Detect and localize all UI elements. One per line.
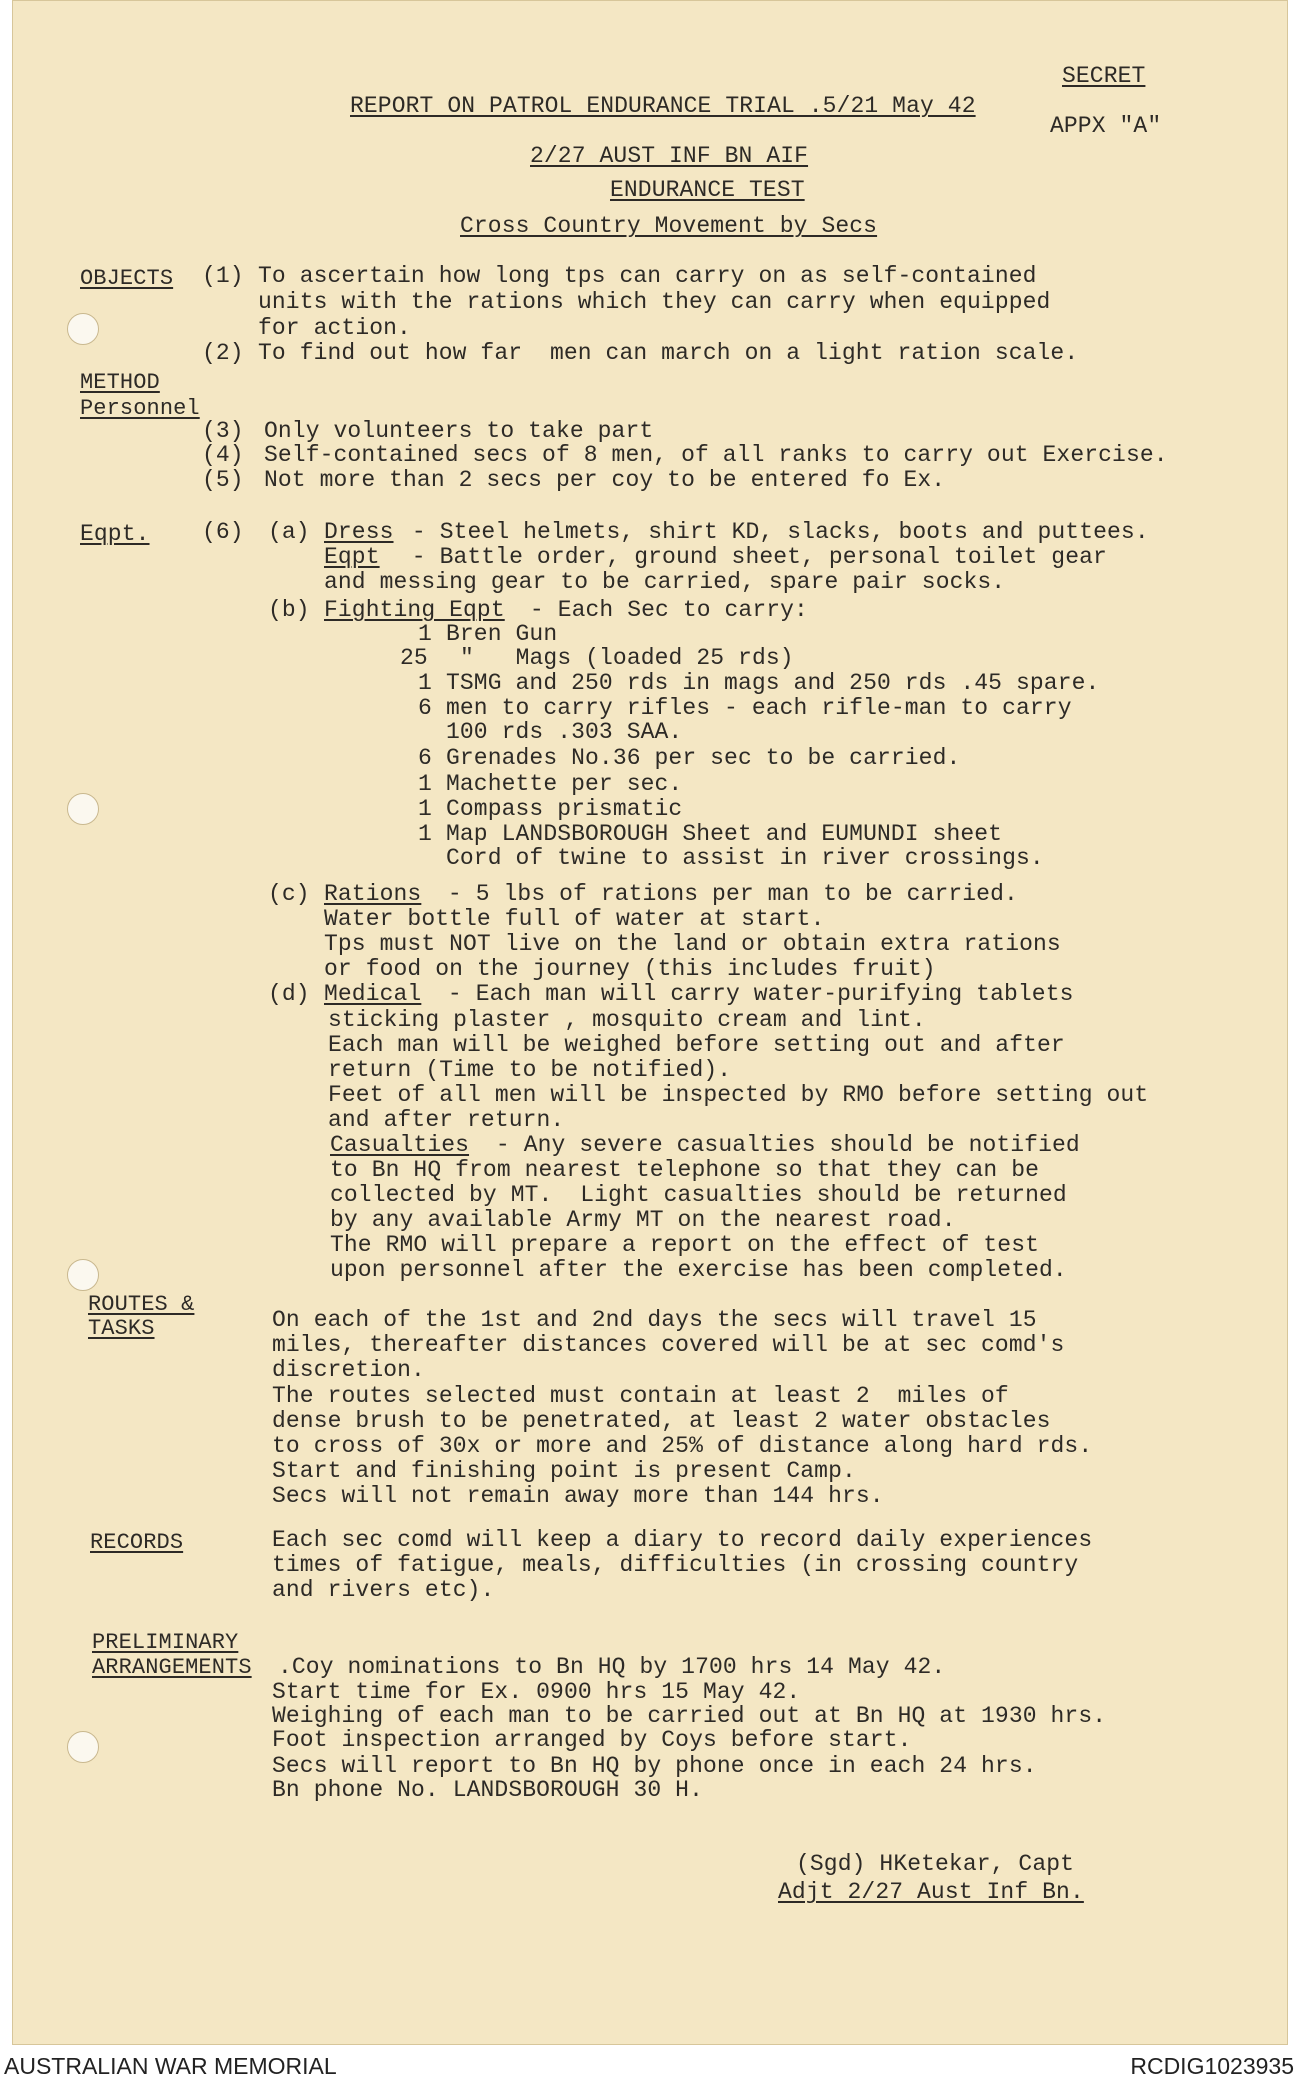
- item-description: Grenades No.36 per sec to be carried.: [446, 745, 961, 771]
- method-label: METHOD: [80, 370, 160, 395]
- subsection-marker: (a): [268, 519, 310, 545]
- records-line: and rivers etc).: [272, 1577, 495, 1603]
- eqpt-text: - Battle order, ground sheet, personal toilet gear: [384, 544, 1107, 570]
- method-number: (4): [202, 442, 244, 468]
- signature-name: (Sgd) HKetekar, Capt: [796, 1851, 1075, 1877]
- test-subtitle: ENDURANCE TEST: [610, 177, 805, 203]
- rations-line: or food on the journey (this includes fruit): [324, 956, 936, 982]
- subsection-marker: (d): [268, 981, 310, 1007]
- preliminary-line: Start time for Ex. 0900 hrs 15 May 42.: [272, 1679, 801, 1705]
- routes-line: The routes selected must contain at least 2 miles of: [272, 1383, 1009, 1409]
- routes-line: Start and finishing point is present Camp.: [272, 1458, 856, 1484]
- medical-text: - Each man will carry water-purifying tablets: [434, 981, 1074, 1007]
- item-description: Compass prismatic: [446, 796, 683, 822]
- records-line: Each sec comd will keep a diary to record daily experiences: [272, 1527, 1093, 1553]
- casualties-line: by any available Army MT on the nearest road.: [330, 1207, 956, 1233]
- routes-line: miles, thereafter distances covered will be at sec comd's: [272, 1332, 1065, 1358]
- item-quantity: 6: [418, 695, 432, 721]
- medical-line: return (Time to be notified).: [328, 1057, 732, 1083]
- preliminary-line: .Coy nominations to Bn HQ by 1700 hrs 14 May 42.: [278, 1654, 946, 1680]
- unit-name: 2/27 AUST INF BN AIF: [530, 143, 809, 169]
- rations-line: Tps must NOT live on the land or obtain extra rations: [324, 931, 1061, 957]
- item-description: Map LANDSBOROUGH Sheet and EUMUNDI sheet: [446, 821, 1003, 847]
- item-description: TSMG and 250 rds in mags and 250 rds .45 spare.: [446, 670, 1100, 696]
- punch-hole: [67, 1259, 99, 1291]
- appendix-label: APPX "A": [1050, 113, 1162, 139]
- item-description: Bren Gun: [446, 621, 558, 647]
- item-quantity: 1: [418, 771, 432, 797]
- medical-line: Each man will be weighed before setting out and after: [328, 1032, 1065, 1058]
- medical-line: and after return.: [328, 1107, 565, 1133]
- routes-line: Secs will not remain away more than 144 hrs.: [272, 1483, 884, 1509]
- subject-line: Cross Country Movement by Secs: [460, 213, 878, 239]
- personnel-label: Personnel: [80, 396, 200, 421]
- preliminary-line: Foot inspection arranged by Coys before start.: [272, 1727, 912, 1753]
- subsection-marker: (c): [268, 881, 310, 907]
- casualties-line: to Bn HQ from nearest telephone so that they can be: [330, 1157, 1040, 1183]
- medical-line: sticking plaster , mosquito cream and lint.: [328, 1007, 926, 1033]
- equipment-number: (6): [202, 519, 244, 545]
- preliminary-line: Secs will report to Bn HQ by phone once in each 24 hrs.: [272, 1753, 1037, 1779]
- object-number: (2): [202, 340, 244, 366]
- item-description: 100 rds .303 SAA.: [446, 719, 683, 745]
- casualties-text: - Any severe casualties should be notified: [482, 1132, 1080, 1158]
- medical-label: Medical: [324, 981, 422, 1007]
- item-quantity: 1: [418, 821, 432, 847]
- rations-text: - 5 lbs of rations per man to be carried.: [434, 881, 1018, 907]
- equipment-label: Eqpt.: [80, 521, 150, 547]
- item-description: " Mags (loaded 25 rds): [460, 645, 794, 671]
- eqpt-label: Eqpt: [324, 544, 380, 570]
- casualties-label: Casualties: [330, 1132, 470, 1158]
- item-description: men to carry rifles - each rifle-man to carry: [446, 695, 1072, 721]
- item-quantity: 1: [418, 670, 432, 696]
- object-text-line: for action.: [258, 315, 411, 341]
- dress-label: Dress: [324, 519, 394, 545]
- punch-hole: [67, 1731, 99, 1763]
- routes-line: dense brush to be penetrated, at least 2 water obstacles: [272, 1408, 1051, 1434]
- preliminary-line: Weighing of each man to be carried out at Bn HQ at 1930 hrs.: [272, 1703, 1107, 1729]
- fighting-eqpt-label: Fighting Eqpt: [324, 597, 505, 623]
- records-line: times of fatigue, meals, difficulties (in crossing country: [272, 1552, 1079, 1578]
- method-item: Not more than 2 secs per coy to be entered fo Ex.: [264, 467, 946, 493]
- casualties-line: upon personnel after the exercise has been completed.: [330, 1257, 1067, 1283]
- item-quantity: 6: [418, 745, 432, 771]
- punch-hole: [67, 313, 99, 345]
- tasks-label: TASKS: [88, 1316, 155, 1341]
- object-text-line: To find out how far men can march on a light ration scale.: [258, 340, 1079, 366]
- item-description: Cord of twine to assist in river crossings.: [446, 845, 1044, 871]
- object-number: (1): [202, 263, 244, 289]
- preliminary-line: Bn phone No. LANDSBOROUGH 30 H.: [272, 1777, 703, 1803]
- object-text-line: units with the rations which they can carry when equipped: [258, 289, 1051, 315]
- method-item: Self-contained secs of 8 men, of all ranks to carry out Exercise.: [264, 442, 1168, 468]
- dress-text: - Steel helmets, shirt KD, slacks, boots and puttees.: [398, 519, 1149, 545]
- signature-title: Adjt 2/27 Aust Inf Bn.: [778, 1879, 1084, 1905]
- item-description: Machette per sec.: [446, 771, 683, 797]
- punch-hole: [67, 793, 99, 825]
- objects-label: OBJECTS: [80, 266, 174, 291]
- medical-line: Feet of all men will be inspected by RMO before setting out: [328, 1082, 1149, 1108]
- object-text-line: To ascertain how long tps can carry on as self-contained: [258, 263, 1037, 289]
- casualties-line: The RMO will prepare a report on the effect of test: [330, 1232, 1040, 1258]
- fighting-eqpt-text: - Each Sec to carry:: [516, 597, 808, 623]
- preliminary-label: PRELIMINARY: [92, 1630, 239, 1655]
- archive-footer: [0, 2045, 1300, 2082]
- classification-mark: SECRET: [1062, 63, 1146, 89]
- item-quantity: 25: [400, 645, 428, 671]
- rations-label: Rations: [324, 881, 422, 907]
- records-label: RECORDS: [90, 1530, 184, 1555]
- eqpt-text-cont: and messing gear to be carried, spare pair socks.: [324, 569, 1006, 595]
- arrangements-label: ARRANGEMENTS: [92, 1655, 252, 1680]
- routes-line: On each of the 1st and 2nd days the secs will travel 15: [272, 1307, 1037, 1333]
- archive-name: AUSTRALIAN WAR MEMORIAL: [4, 2053, 337, 2079]
- casualties-line: collected by MT. Light casualties should be returned: [330, 1182, 1067, 1208]
- method-item: Only volunteers to take part: [264, 418, 654, 444]
- subsection-marker: (b): [268, 597, 310, 623]
- report-title: REPORT ON PATROL ENDURANCE TRIAL .5/21 May 42: [350, 93, 976, 119]
- method-number: (3): [202, 418, 244, 444]
- rations-line: Water bottle full of water at start.: [324, 906, 825, 932]
- routes-line: to cross of 30x or more and 25% of distance along hard rds.: [272, 1433, 1093, 1459]
- item-quantity: 1: [418, 621, 432, 647]
- item-quantity: 1: [418, 796, 432, 822]
- archive-reference: RCDIG1023935: [1130, 2053, 1294, 2079]
- routes-label: ROUTES &: [88, 1292, 195, 1317]
- routes-line: discretion.: [272, 1357, 425, 1383]
- method-number: (5): [202, 467, 244, 493]
